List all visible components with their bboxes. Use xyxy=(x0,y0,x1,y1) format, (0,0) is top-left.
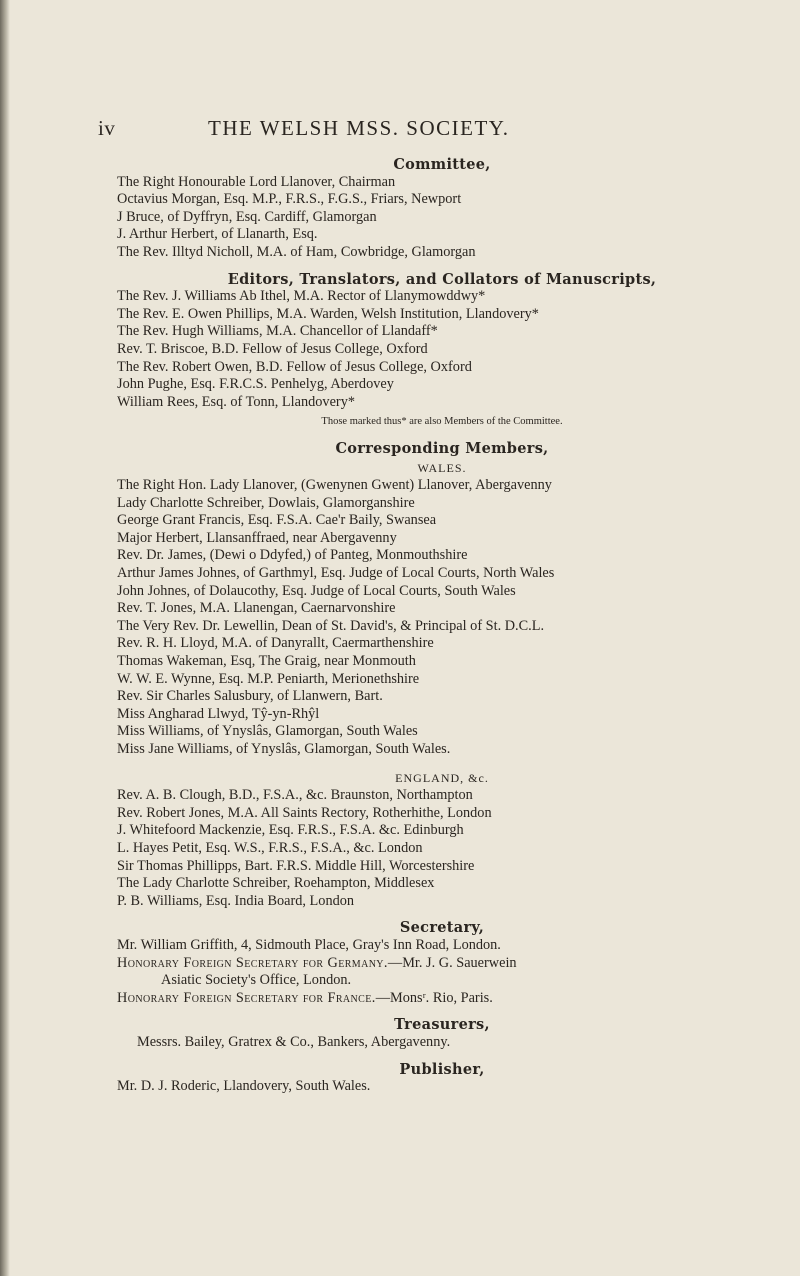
committee-heading: Committee, xyxy=(393,156,491,173)
wales-member: Lady Charlotte Schreiber, Dowlais, Glamorganshire xyxy=(117,494,415,511)
germany-secretary-cont: Asiatic Society's Office, London. xyxy=(161,972,352,989)
england-member: Sir Thomas Phillipps, Bart. F.R.S. Middle Hill, Worcestershire xyxy=(117,857,475,874)
wales-member: Miss Jane Williams, of Ynyslâs, Glamorgan, South Wales. xyxy=(117,741,451,757)
france-secretary-line xyxy=(117,990,767,1008)
wales-member: Rev. Dr. James, (Dewi o Ddyfed,) of Panteg, Monmouthshire xyxy=(117,547,468,564)
england-member: L. Hayes Petit, Esq. W.S., F.R.S., F.S.A., &c. London xyxy=(117,839,423,856)
wales-member: George Grant Francis, Esq. F.S.A. Cae'r Baily, Swansea xyxy=(117,512,437,529)
wales-member: Miss Williams, of Ynyslâs, Glamorgan, South Wales xyxy=(117,723,418,740)
germany-secretary-text: —Mr. J. G. Sauerwein xyxy=(387,954,517,971)
editor-line: The Rev. E. Owen Phillips, M.A. Warden, Welsh Institution, Llandovery* xyxy=(117,305,539,322)
treasurers-section xyxy=(117,1016,767,1051)
editors-footnote: Those marked thus* are also Members of the Committee. xyxy=(321,416,563,428)
committee-line: Octavius Morgan, Esq. M.P., F.R.S., F.G.S., Friars, Newport xyxy=(117,191,462,208)
page-number: iv xyxy=(98,116,116,140)
committee-line: The Right Honourable Lord Llanover, Chairman xyxy=(117,173,396,190)
england-member: The Lady Charlotte Schreiber, Roehampton, Middlesex xyxy=(117,875,435,892)
publisher-heading: Publisher, xyxy=(399,1060,485,1078)
editors-heading: Editors, Translators, and Collators of Manuscripts, xyxy=(227,270,657,288)
treasurers-heading: Treasurers, xyxy=(394,1016,490,1034)
england-member: J. Whitefoord Mackenzie, Esq. F.R.S., F.S.A. &c. Edinburgh xyxy=(117,822,464,839)
wales-member: W. W. E. Wynne, Esq. M.P. Peniarth, Merionethshire xyxy=(117,670,420,687)
england-member: P. B. Williams, Esq. India Board, London xyxy=(117,892,355,909)
page-spine-shadow xyxy=(0,0,10,1276)
wales-member: The Very Rev. Dr. Lewellin, Dean of St. David's, & Principal of St. D.C.L. xyxy=(117,617,545,634)
wales-member: The Right Hon. Lady Llanover, (Gwenynen Gwent) Llanover, Abergavenny xyxy=(117,477,552,494)
wales-member: Miss Angharad Llwyd, Tŷ-yn-Rhŷl xyxy=(117,705,320,722)
editor-line: Rev. T. Briscoe, B.D. Fellow of Jesus College, Oxford xyxy=(117,340,428,357)
editor-line: William Rees, Esq. of Tonn, Llandovery* xyxy=(117,393,355,410)
editor-line: The Rev. J. Williams Ab Ithel, M.A. Rector of Llanymowddwy* xyxy=(117,288,486,305)
editor-line: John Pughe, Esq. F.R.C.S. Penhelyg, Aberdovey xyxy=(117,376,394,393)
running-head xyxy=(98,116,658,140)
wales-member: Thomas Wakeman, Esq, The Graig, near Monmouth xyxy=(117,653,416,670)
committee-line: The Rev. Illtyd Nicholl, M.A. of Ham, Cowbridge, Glamorgan xyxy=(117,243,476,260)
running-title: THE WELSH MSS. SOCIETY. xyxy=(208,116,510,140)
wales-member: Arthur James Johnes, of Garthmyl, Esq. Judge of Local Courts, North Wales xyxy=(117,565,555,582)
page-body xyxy=(117,156,767,1096)
committee-line: J. Arthur Herbert, of Llanarth, Esq. xyxy=(117,226,318,243)
wales-subhead: WALES. xyxy=(417,460,467,475)
publisher-section xyxy=(117,1061,767,1096)
secretary-section xyxy=(117,919,767,1007)
committee-line: J Bruce, of Dyffryn, Esq. Cardiff, Glamorgan xyxy=(117,208,377,225)
corresponding-section xyxy=(117,440,767,910)
secretary-line: Mr. William Griffith, 4, Sidmouth Place, Gray's Inn Road, London. xyxy=(117,936,501,953)
germany-secretary-line xyxy=(117,955,767,973)
corresponding-heading: Corresponding Members, xyxy=(335,439,549,457)
editors-section xyxy=(117,271,767,431)
england-subhead: ENGLAND, &c. xyxy=(395,770,489,785)
editor-line: The Rev. Hugh Williams, M.A. Chancellor of Llandaff* xyxy=(117,323,438,340)
wales-member: John Johnes, of Dolaucothy, Esq. Judge of Local Courts, South Wales xyxy=(117,582,516,599)
committee-section xyxy=(117,156,767,262)
wales-member: Rev. T. Jones, M.A. Llanengan, Caernarvonshire xyxy=(117,600,396,617)
treasurers-line: Messrs. Bailey, Gratrex & Co., Bankers, Abergavenny. xyxy=(137,1033,451,1050)
wales-member: Rev. R. H. Lloyd, M.A. of Danyrallt, Caermarthenshire xyxy=(117,635,434,652)
germany-secretary-label: Honorary Foreign Secretary for Germany. xyxy=(117,954,388,971)
france-secretary-text: —Monsʳ. Rio, Paris. xyxy=(375,989,493,1006)
england-member: Rev. Robert Jones, M.A. All Saints Rectory, Rotherhithe, London xyxy=(117,804,492,821)
france-secretary-label: Honorary Foreign Secretary for France. xyxy=(117,989,376,1006)
secretary-heading: Secretary, xyxy=(399,919,485,937)
wales-member: Major Herbert, Llansanffraed, near Abergavenny xyxy=(117,529,397,546)
editor-line: The Rev. Robert Owen, B.D. Fellow of Jesus College, Oxford xyxy=(117,358,472,375)
england-member: Rev. A. B. Clough, B.D., F.S.A., &c. Braunston, Northampton xyxy=(117,787,473,804)
publisher-line: Mr. D. J. Roderic, Llandovery, South Wales. xyxy=(117,1078,371,1095)
wales-member: Rev. Sir Charles Salusbury, of Llanwern, Bart. xyxy=(117,688,383,705)
